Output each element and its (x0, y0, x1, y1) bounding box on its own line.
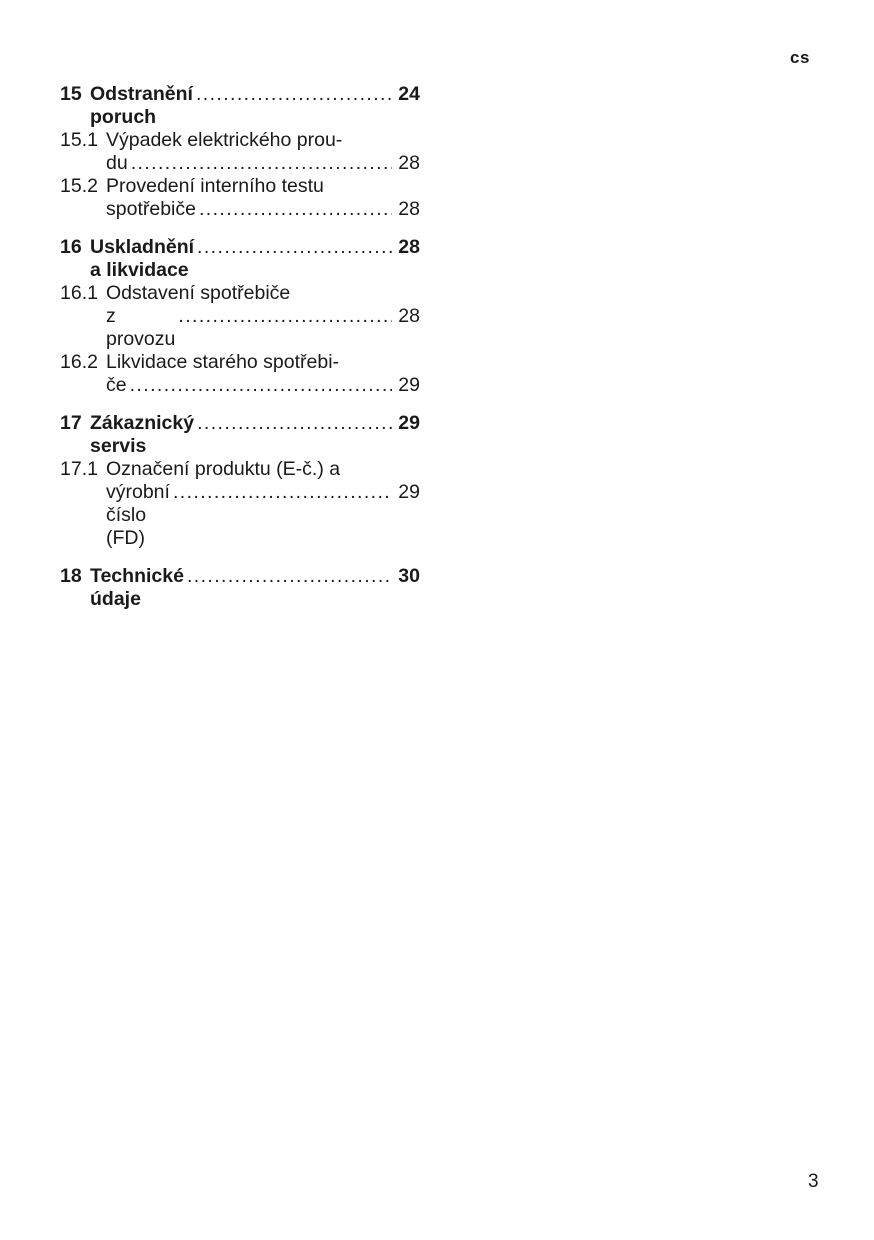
toc-leader-dots (178, 305, 392, 328)
toc-entry-15-2[interactable] (60, 175, 420, 221)
toc-subentry-page: 28 (398, 305, 420, 327)
toc-entry-16[interactable] (60, 236, 420, 282)
toc-subentry-title: Odstavení spotřebiče (106, 282, 291, 304)
table-of-contents (60, 83, 420, 626)
toc-entry-17-1[interactable] (60, 458, 420, 550)
toc-leader-dots (197, 236, 392, 259)
toc-entry-16-2[interactable] (60, 351, 420, 397)
toc-entry-title: Uskladnění a likvidace (90, 236, 195, 281)
toc-subentry-title-cont: výrobní číslo (FD) (106, 481, 170, 549)
toc-subentry-page: 28 (398, 152, 420, 174)
toc-leader-dots (173, 481, 392, 504)
toc-entry-number: 16 (60, 236, 82, 258)
toc-subentry-page: 29 (398, 374, 420, 396)
toc-subentry-number: 16.1 (60, 282, 98, 304)
toc-subentry-page: 29 (398, 481, 420, 503)
toc-subentry-number: 15.1 (60, 129, 98, 151)
toc-entry-page: 29 (398, 412, 420, 434)
toc-leader-dots (130, 374, 393, 397)
toc-subentry-title-cont: du (106, 152, 128, 174)
toc-subentry-title-cont: če (106, 374, 127, 396)
toc-subentry-title: Výpadek elektrického prou- (106, 129, 343, 151)
toc-leader-dots (196, 83, 392, 106)
toc-subentry-title-cont: z provozu (106, 305, 176, 350)
toc-entry-title: Zákaznický servis (90, 412, 195, 457)
toc-subentry-page: 28 (398, 198, 420, 220)
toc-entry-18[interactable] (60, 565, 420, 611)
toc-entry-17[interactable] (60, 412, 420, 458)
language-code: cs (790, 48, 810, 67)
toc-entry-title: Odstranění poruch (90, 83, 193, 128)
toc-entry-16-1[interactable] (60, 282, 420, 351)
toc-leader-dots (131, 152, 393, 175)
toc-entry-title: Technické údaje (90, 565, 184, 610)
toc-subentry-number: 17.1 (60, 458, 98, 480)
toc-subentry-title-cont: spotřebiče (106, 198, 196, 220)
toc-section-17 (60, 412, 420, 550)
toc-entry-page: 30 (398, 565, 420, 587)
toc-subentry-number: 15.2 (60, 175, 98, 197)
toc-leader-dots (199, 198, 392, 221)
toc-entry-number: 18 (60, 565, 82, 587)
toc-entry-number: 17 (60, 412, 82, 434)
toc-leader-dots (187, 565, 392, 588)
toc-entry-page: 28 (398, 236, 420, 258)
toc-entry-15-1[interactable] (60, 129, 420, 175)
page-number: 3 (808, 1171, 819, 1192)
toc-section-16 (60, 236, 420, 397)
toc-section-15 (60, 83, 420, 221)
toc-subentry-title: Likvidace starého spotřebi- (106, 351, 340, 373)
toc-section-18 (60, 565, 420, 611)
toc-subentry-title: Označení produktu (E-č.) a (106, 458, 341, 480)
toc-subentry-number: 16.2 (60, 351, 98, 373)
toc-entry-15[interactable] (60, 83, 420, 129)
toc-entry-page: 24 (398, 83, 420, 105)
toc-leader-dots (197, 412, 392, 435)
toc-entry-number: 15 (60, 83, 82, 105)
toc-subentry-title: Provedení interního testu (106, 175, 324, 197)
